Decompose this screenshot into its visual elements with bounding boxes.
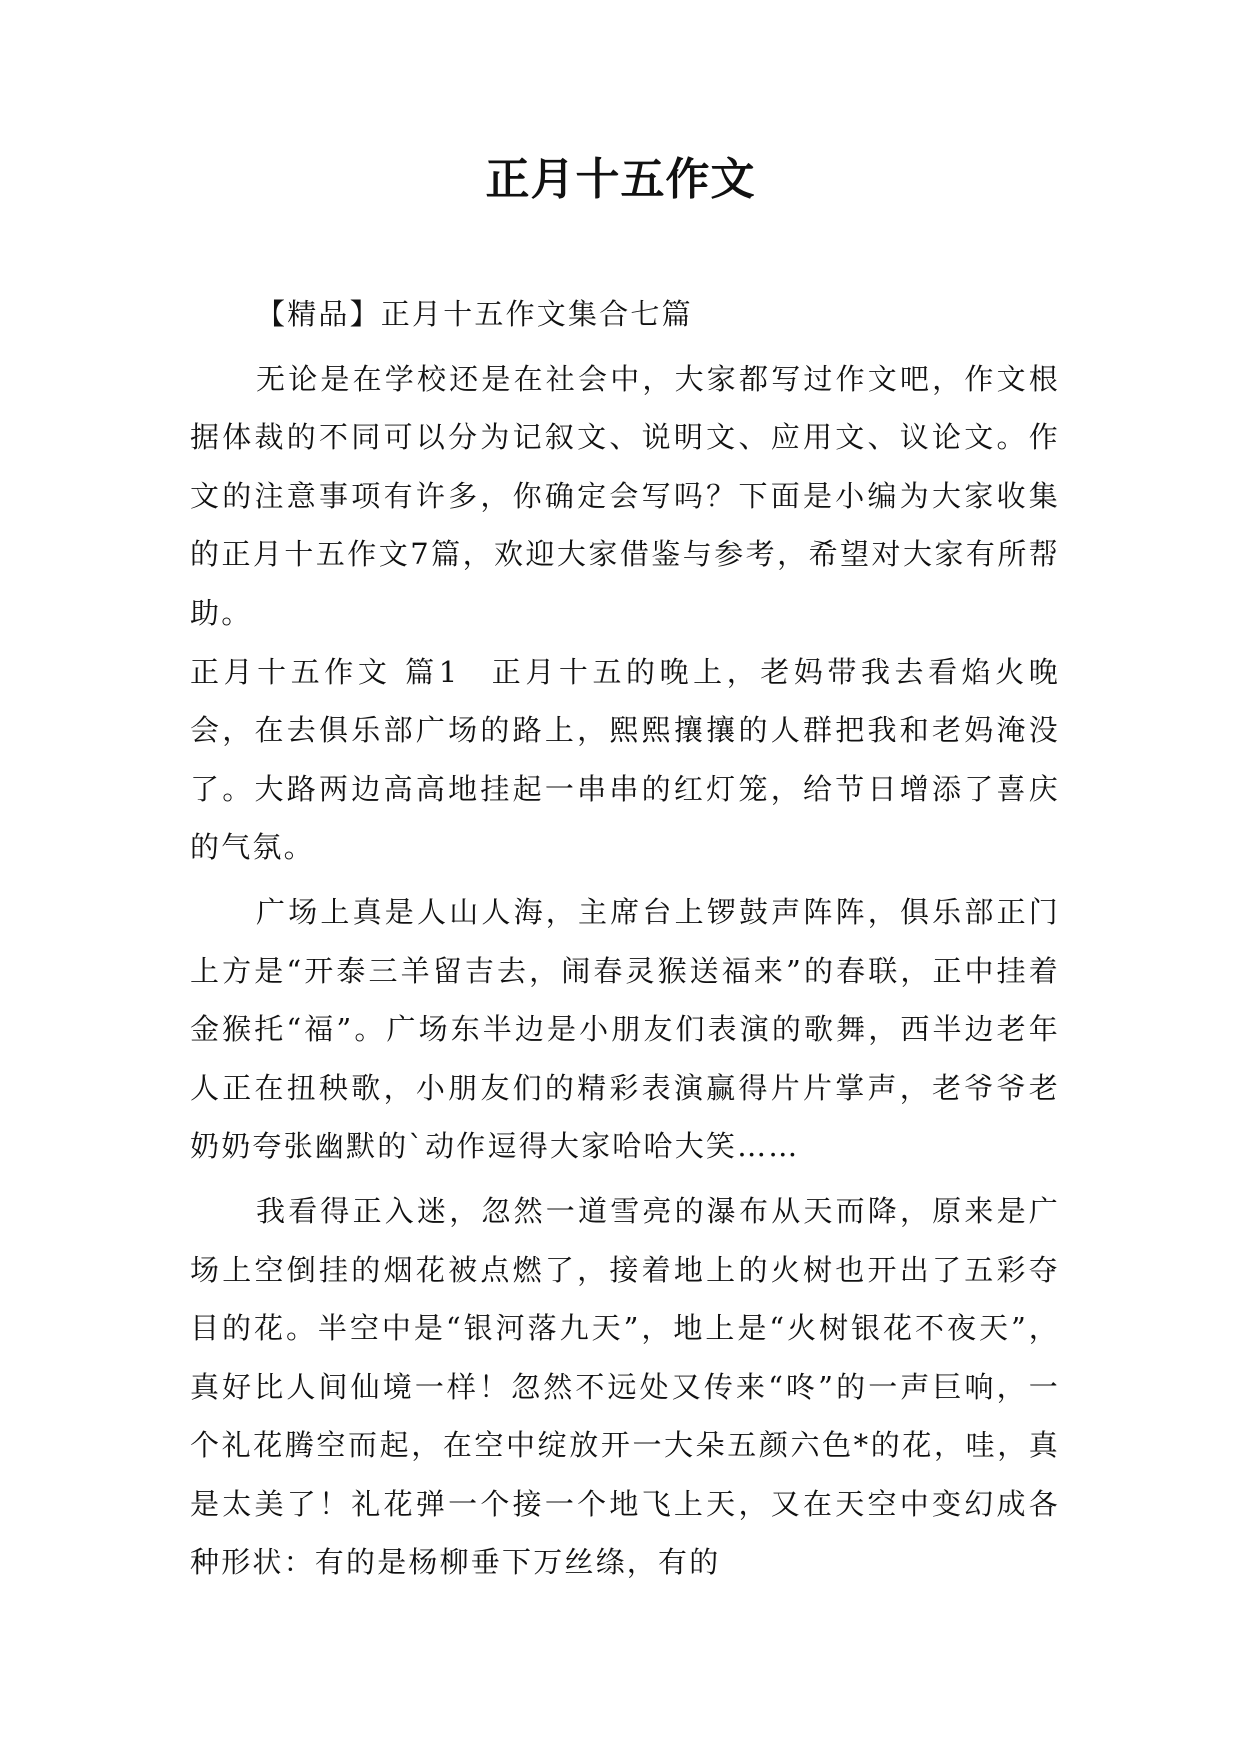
section-1-text: 正月十五的晚上，老妈带我去看焰火晚会，在去俱乐部广场的路上，熙熙攘攘的人群把我和老妈淹没了。大路两边高高地挂起一串串的红灯笼，给节日增添了喜庆的气氛。 — [190, 654, 1060, 865]
section-1-label: 正月十五作文 篇1 — [190, 654, 460, 689]
subtitle-paragraph: 【精品】正月十五作文集合七篇 — [256, 297, 693, 331]
body-paragraph-2: 广场上真是人山人海，主席台上锣鼓声阵阵，俱乐部正门上方是“开泰三羊留吉去，闹春灵猴送福来”的春联，正中挂着金猴托“福”。广场东半边是小朋友们表演的歌舞，西半边老年人正在扭秧歌，小朋友们的精彩表演赢得片片掌声，老爷爷老奶奶夸张幽默的`动作逗得大家哈哈大笑…… — [190, 894, 1060, 1164]
section-1-paragraph — [190, 643, 1060, 877]
intro-paragraph: 无论是在学校还是在社会中，大家都写过作文吧，作文根据体裁的不同可以分为记叙文、说明文、应用文、议论文。作文的注意事项有许多，你确定会写吗？下面是小编为大家收集的正月十五作文7篇，欢迎大家借鉴与参考，希望对大家有所帮助。 — [190, 361, 1060, 630]
body-paragraph-3: 我看得正入迷，忽然一道雪亮的瀑布从天而降，原来是广场上空倒挂的烟花被点燃了，接着地上的火树也开出了五彩夺目的花。半空中是“银河落九天”，地上是“火树银花不夜天”，真好比人间仙境一样！忽然不远处又传来“咚”的一声巨响，一个礼花腾空而起，在空中绽放开一大朵五颜六色*的花，哇，真是太美了！礼花弹一个接一个地飞上天，又在天空中变幻成各种形状：有的是杨柳垂下万丝绦，有的 — [190, 1193, 1060, 1580]
document-title: 正月十五作文 — [485, 154, 756, 205]
document-body — [190, 285, 1060, 1592]
